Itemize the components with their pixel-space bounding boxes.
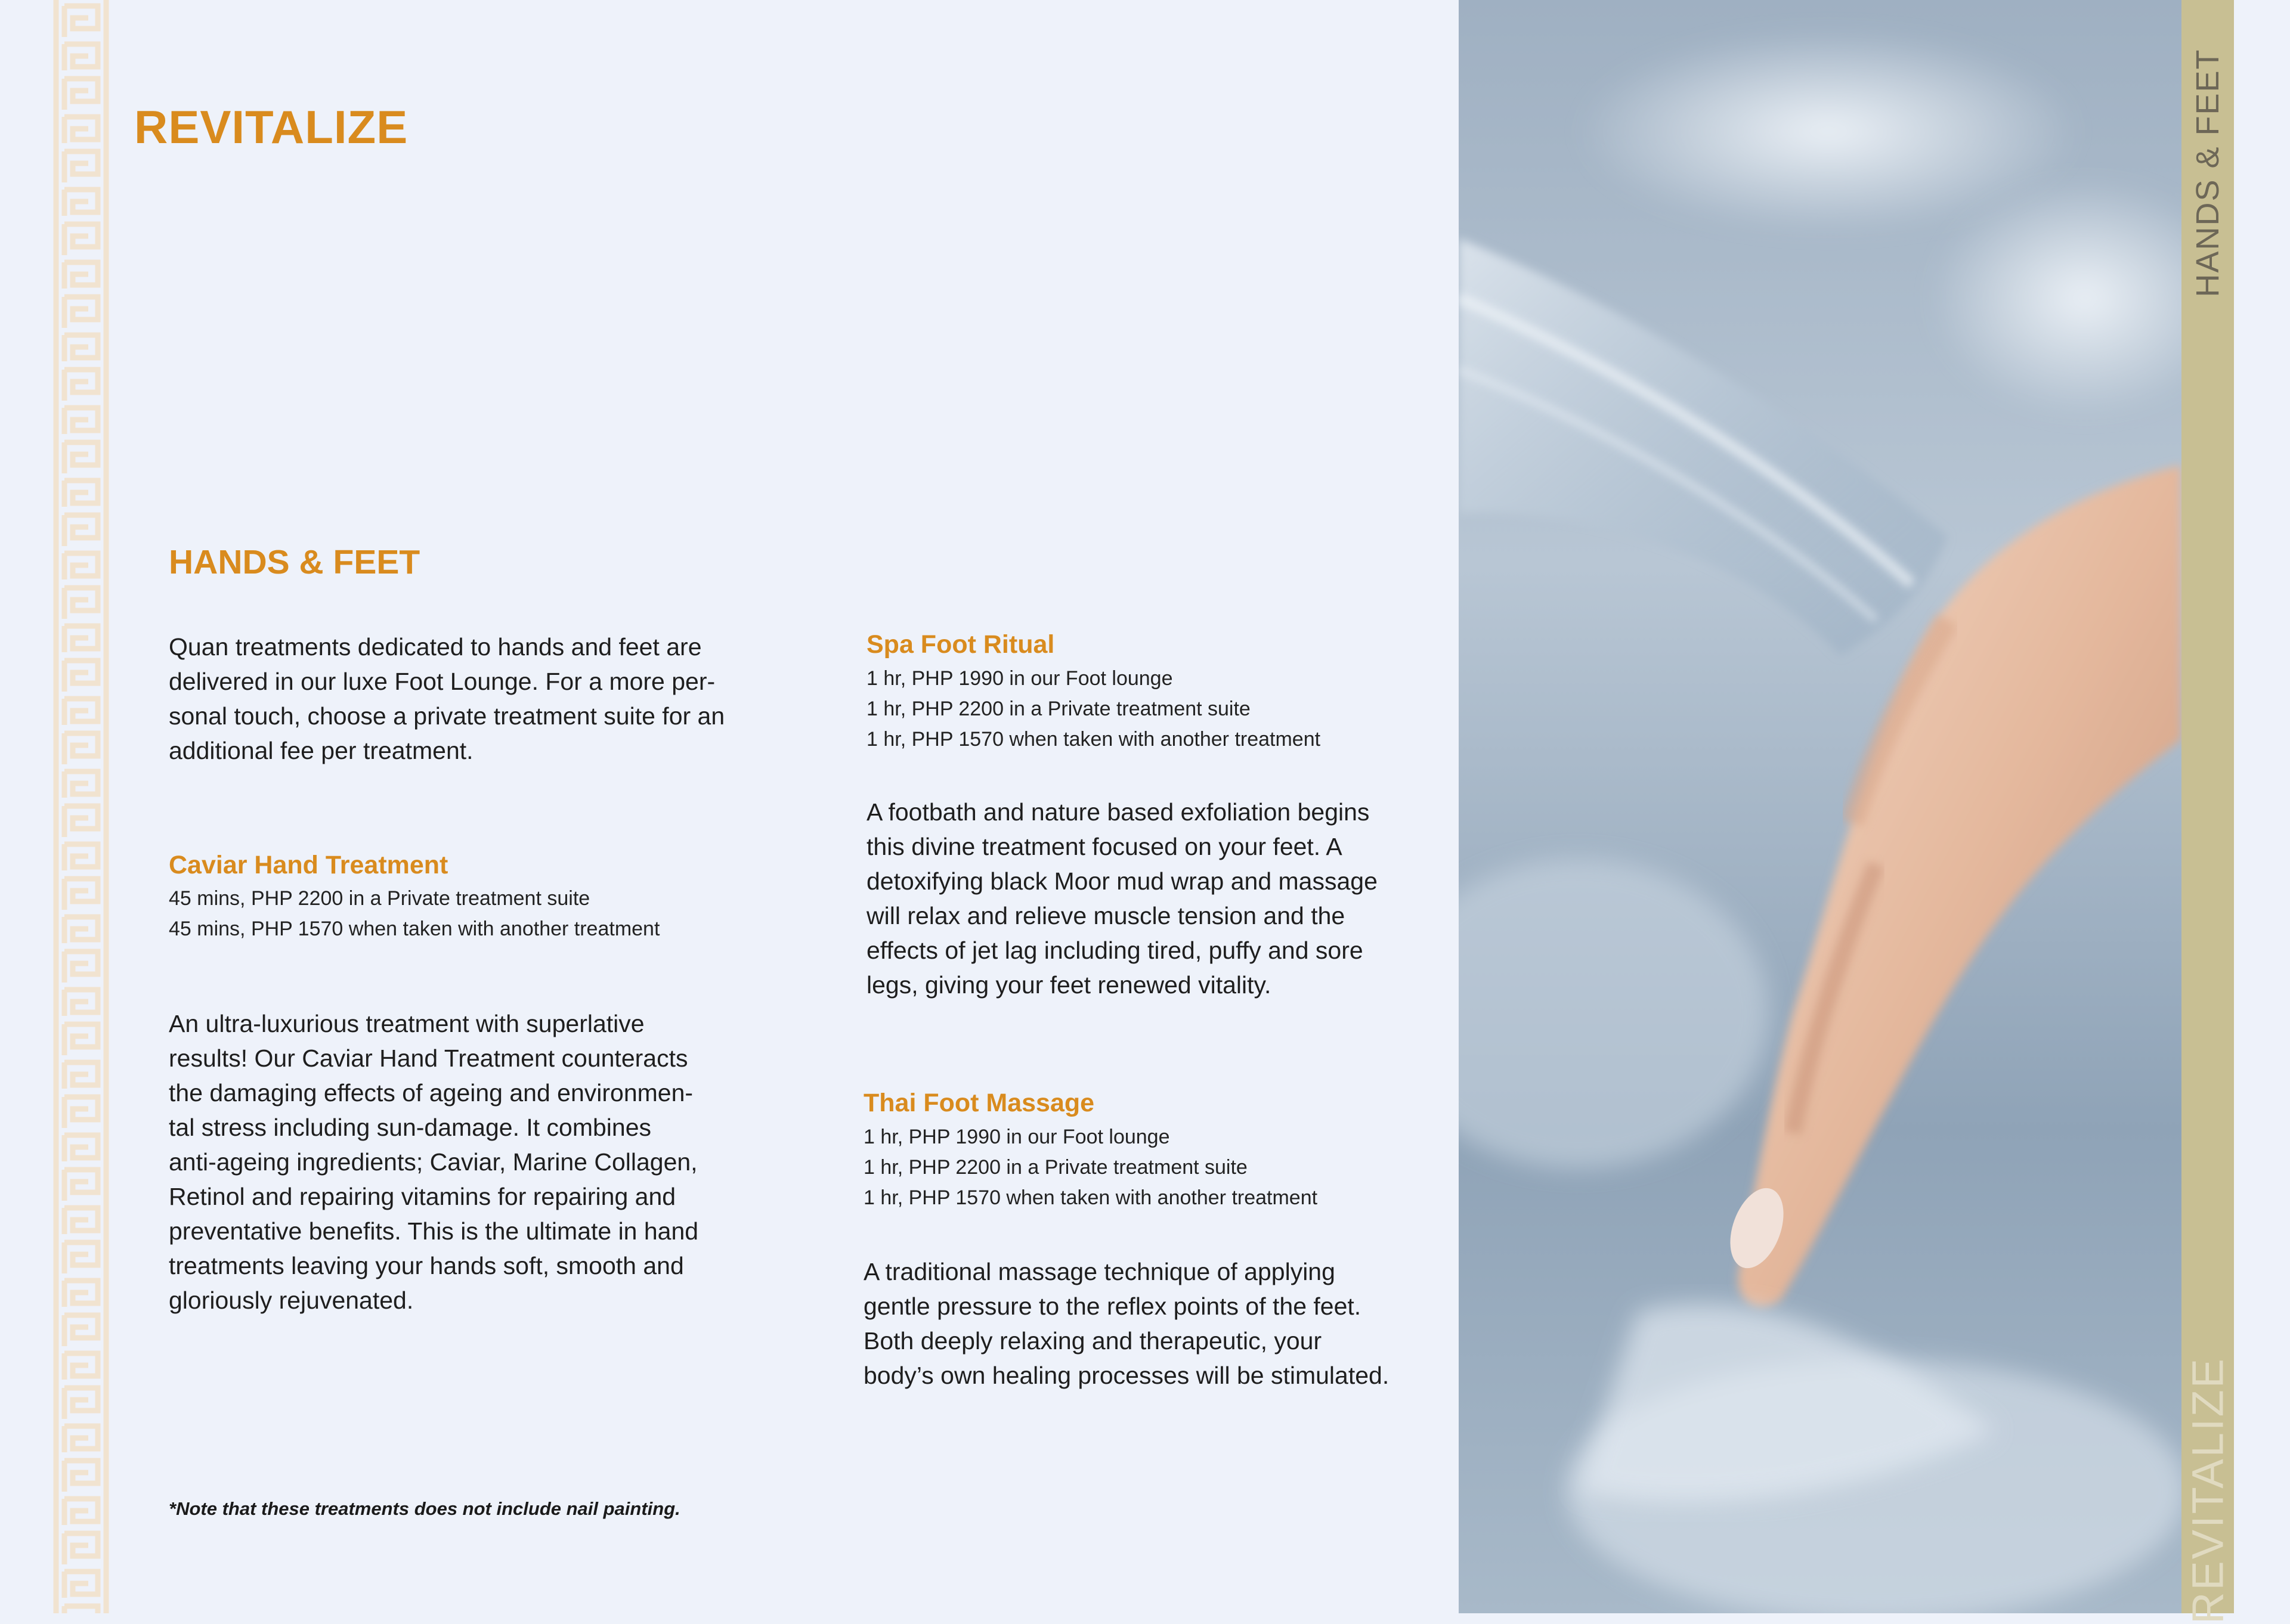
treatment-name-thai-foot-massage: Thai Foot Massage — [864, 1089, 1095, 1117]
description-line: effects of jet lag including tired, puffy and sore — [867, 937, 1363, 964]
price-line: 1 hr, PHP 1570 when taken with another treatment — [867, 728, 1321, 751]
treatment-name-caviar-hand: Caviar Hand Treatment — [169, 851, 448, 879]
description-line: will relax and relieve muscle tension and the — [867, 902, 1345, 929]
price-line: 45 mins, PHP 2200 in a Private treatment suite — [169, 887, 590, 910]
description-line: detoxifying black Moor mud wrap and massage — [867, 867, 1378, 895]
intro-line: additional fee per treatment. — [169, 737, 474, 764]
treatment-name-spa-foot-ritual: Spa Foot Ritual — [867, 630, 1055, 659]
meander-border-ornament — [51, 0, 111, 1613]
description-line: An ultra-luxurious treatment with superlative — [169, 1010, 645, 1037]
description-line: treatments leaving your hands soft, smooth and — [169, 1252, 684, 1279]
treatment-description-spa-foot-ritual — [867, 795, 1378, 1002]
intro-paragraph — [169, 630, 725, 768]
treatment-description-caviar-hand — [169, 1006, 698, 1318]
description-line: A traditional massage technique of applying — [864, 1258, 1335, 1285]
treatment-prices-thai-foot-massage — [864, 1122, 1317, 1213]
description-line: tal stress including sun-damage. It combines — [169, 1114, 652, 1141]
description-line: body’s own healing processes will be stimulated. — [864, 1362, 1390, 1389]
side-tab — [2181, 0, 2234, 1624]
price-line: 1 hr, PHP 1570 when taken with another treatment — [864, 1186, 1318, 1209]
side-tab-section-label: HANDS & FEET — [2190, 48, 2226, 297]
description-line: this divine treatment focused on your feet. A — [867, 833, 1342, 860]
description-line: the damaging effects of ageing and environmen- — [169, 1079, 694, 1107]
price-line: 45 mins, PHP 1570 when taken with another treatment — [169, 918, 660, 940]
section-title: HANDS & FEET — [169, 543, 420, 581]
description-line: anti-ageing ingredients; Caviar, Marine Collagen, — [169, 1148, 698, 1176]
description-line: gloriously rejuvenated. — [169, 1287, 414, 1314]
treatment-description-thai-foot-massage — [864, 1254, 1389, 1393]
price-line: 1 hr, PHP 1990 in our Foot lounge — [867, 667, 1173, 690]
description-line: Both deeply relaxing and therapeutic, your — [864, 1327, 1322, 1355]
page-right-margin — [2234, 0, 2290, 1613]
description-line: A footbath and nature based exfoliation begins — [867, 798, 1370, 826]
description-line: Retinol and repairing vitamins for repairing and — [169, 1183, 676, 1210]
description-line: legs, giving your feet renewed vitality. — [867, 971, 1271, 999]
description-line: preventative benefits. This is the ultimate in hand — [169, 1217, 699, 1245]
intro-line: delivered in our luxe Foot Lounge. For a more per- — [169, 668, 716, 695]
price-line: 1 hr, PHP 2200 in a Private treatment suite — [867, 698, 1251, 720]
intro-line: Quan treatments dedicated to hands and feet are — [169, 633, 702, 661]
side-tab-chapter-label: REVITALIZE — [2183, 1356, 2233, 1624]
description-line: gentle pressure to the reflex points of the feet. — [864, 1293, 1361, 1320]
hand-water-photo — [1459, 0, 2181, 1613]
page-title: REVITALIZE — [134, 101, 409, 153]
treatment-prices-spa-foot-ritual — [867, 664, 1320, 755]
price-line: 1 hr, PHP 2200 in a Private treatment suite — [864, 1156, 1248, 1179]
price-line: 1 hr, PHP 1990 in our Foot lounge — [864, 1126, 1170, 1148]
description-line: results! Our Caviar Hand Treatment counteracts — [169, 1045, 688, 1072]
footnote: *Note that these treatments does not include nail painting. — [169, 1498, 680, 1519]
intro-line: sonal touch, choose a private treatment suite for an — [169, 702, 725, 730]
treatment-prices-caviar-hand — [169, 884, 660, 944]
